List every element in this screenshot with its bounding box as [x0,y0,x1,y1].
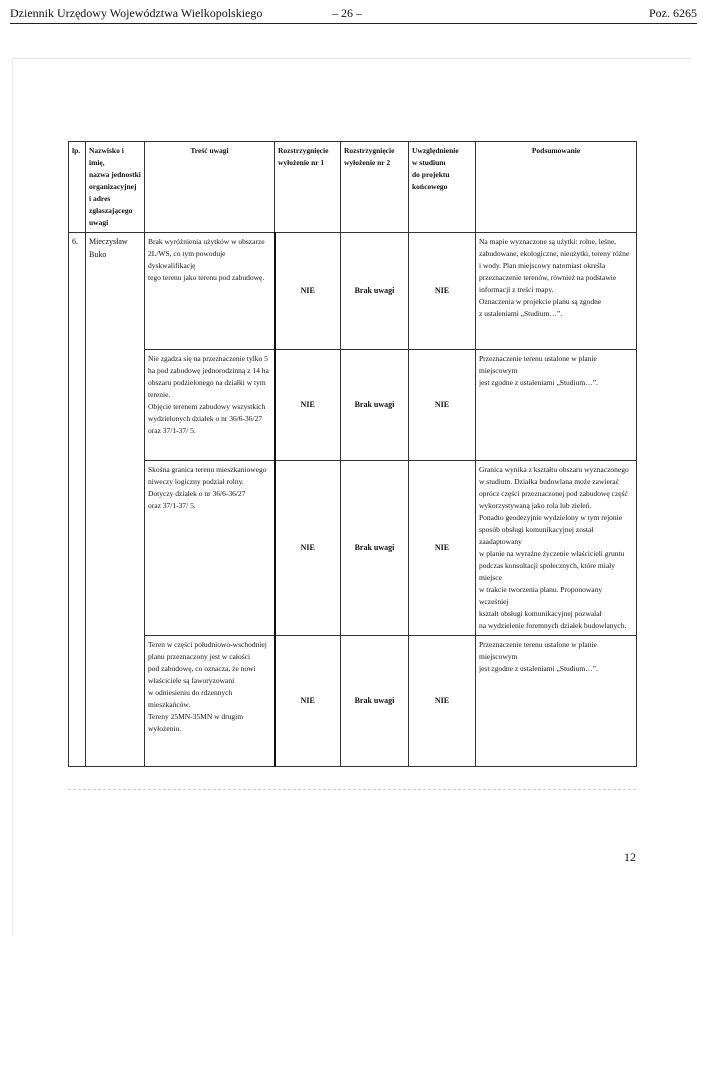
page-header [10,6,697,22]
cell-content: Nie zgadza się na przeznaczenie tylko 5 ha pod zabudowę jednorodzinną z 14 ha obszaru podzielonego na działki w tym terenie. Objęcie terenem zabudowy wszystkich wydzielonych działek o nr 36/6-36/27 oraz 37/1-37/ 5. [145,350,275,461]
table-row [69,350,637,461]
cell-summary: Przeznaczenie terenu ustalone w planie miejscowym jest zgodne z ustaleniami „Studium…”. [476,350,637,461]
cell-resolution-2: Brak uwagi [341,636,409,767]
cell-resolution-1: NIE [275,461,341,636]
header-resolution-2: Rozstrzygnięcie wyłożenie nr 2 [341,142,409,233]
header-rule [10,23,697,24]
cell-summary: Granica wynika z kształtu obszaru wyznaczonego w studium. Działka budowlana może zawierać oprócz części przeznaczonej pod zabudowę część wykorzystywaną jako rola lub zieleń. Ponadto geodezyjnie wydzielony w tym rejonie sposób obsługi komunikacyjnej został zaadaptowany w planie na wyraźne życzenie właścicieli gruntu podczas konsultacji społecznych, które miały miejsce w trakcie tworzenia planu. Proponowany wcześniej kształt obsługi komunikacyjnej pozwalał na wydzielenie foremnych działek budowlanych. [476,461,637,636]
scan-edge-top [12,58,691,59]
cell-included: NIE [409,636,476,767]
cell-name: Mieczysław Buko [86,233,145,767]
remarks-table [68,141,637,767]
scan-edge-left [12,58,13,936]
position-number: Poz. 6265 [649,6,697,20]
table-header-row [69,142,637,233]
cell-resolution-2: Brak uwagi [341,350,409,461]
table-row [69,636,637,767]
cell-content: Brak wyróżnienia użytków w obszarze 2L/WS, co tym powoduje dyskwalifikację tego terenu jako terenu pod zabudowę. [145,233,275,350]
cell-resolution-2: Brak uwagi [341,461,409,636]
cell-summary: Na mapie wyznaczone są użytki: rolne, leśne, zabudowane, ekologiczne, nieużytki, tereny różne i wody. Plan miejscowy natomiast określa przeznaczenie terenów, również na podstawie informacji z treści mapy. Oznaczenia w projekcie planu są zgodne z ustaleniami „Studium…”. [476,233,637,350]
header-content: Treść uwagi [145,142,275,233]
journal-title: Dziennik Urzędowy Województwa Wielkopolskiego [10,6,263,20]
page-number: 12 [624,850,636,864]
table-row [69,461,637,636]
cell-resolution-1: NIE [275,350,341,461]
table-row [69,233,637,350]
cell-summary: Przeznaczenie terenu ustalone w planie miejscowym jest zgodne z ustaleniami „Studium…”. [476,636,637,767]
header-lp: lp. [69,142,86,233]
cell-included: NIE [409,461,476,636]
cell-content: Teren w części południowo-wschodniej planu przeznaczony jest w całości pod zabudowę, co oznacza, że nowi właściciele są faworyzowani w odniesieniu do rdzennych mieszkańców. Tereny 25MN-35MN w drugim wyłożeniu. [145,636,275,767]
header-included: Uwzględnienie w studium do projektu końcowego [409,142,476,233]
cell-lp: 6. [69,233,86,767]
cell-content: Skośna granica terenu mieszkaniowego niweczy logiczny podział rolny. Dotyczy działek o nr 36/6-36/27 oraz 37/1-37/ 5. [145,461,275,636]
header-name: Nazwisko i imię, nazwa jednostki organizacyjnej i adres zgłaszającego uwagi [86,142,145,233]
scan-edge-bottom [68,789,636,790]
cell-included: NIE [409,350,476,461]
page-marker: – 26 – [332,6,362,20]
cell-resolution-1: NIE [275,636,341,767]
header-summary: Podsumowanie [476,142,637,233]
cell-resolution-2: Brak uwagi [341,233,409,350]
cell-resolution-1: NIE [275,233,341,350]
header-resolution-1: Rozstrzygnięcie wyłożenie nr 1 [275,142,341,233]
cell-included: NIE [409,233,476,350]
